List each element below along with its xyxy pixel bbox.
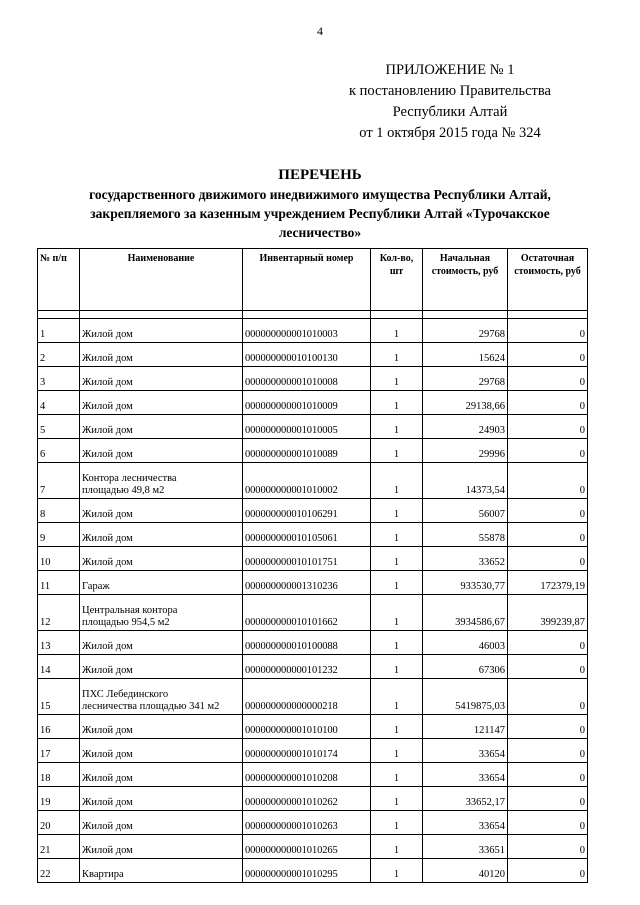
row-name — [80, 463, 243, 499]
table-row — [38, 391, 588, 415]
row-quantity: 1 — [371, 787, 423, 811]
row-residual-cost: 0 — [508, 367, 588, 391]
row-residual-cost: 0 — [508, 835, 588, 859]
row-residual-cost: 0 — [508, 415, 588, 439]
table-row — [38, 787, 588, 811]
row-name: Жилой дом — [80, 391, 243, 415]
row-quantity: 1 — [371, 547, 423, 571]
row-name-line: площадью 954,5 м2 — [82, 617, 170, 628]
row-residual-cost: 0 — [508, 715, 588, 739]
table-row — [38, 319, 588, 343]
table-row — [38, 631, 588, 655]
appendix-block — [340, 60, 560, 144]
row-quantity: 1 — [371, 859, 423, 883]
row-name — [80, 595, 243, 631]
row-name-line: лесничества площадью 341 м2 — [82, 701, 220, 712]
table-row — [38, 499, 588, 523]
row-quantity: 1 — [371, 343, 423, 367]
row-quantity: 1 — [371, 739, 423, 763]
row-name-line: Контора лесничества — [82, 473, 177, 484]
row-inventory-number: 000000000010101662 — [243, 595, 371, 631]
row-number: 6 — [38, 439, 80, 463]
row-initial-cost: 55878 — [423, 523, 508, 547]
table-row — [38, 811, 588, 835]
row-initial-cost: 29768 — [423, 367, 508, 391]
row-residual-cost: 0 — [508, 739, 588, 763]
row-initial-cost: 33652 — [423, 547, 508, 571]
row-name: Жилой дом — [80, 547, 243, 571]
table-row — [38, 679, 588, 715]
row-residual-cost: 0 — [508, 679, 588, 715]
property-table — [37, 248, 588, 883]
table-row — [38, 739, 588, 763]
row-quantity: 1 — [371, 439, 423, 463]
row-quantity: 1 — [371, 571, 423, 595]
header-initial-cost: Начальная стоимость, руб — [423, 249, 508, 311]
row-inventory-number: 000000000001310236 — [243, 571, 371, 595]
row-name: Жилой дом — [80, 367, 243, 391]
row-initial-cost: 933530,77 — [423, 571, 508, 595]
row-quantity: 1 — [371, 463, 423, 499]
row-residual-cost: 0 — [508, 523, 588, 547]
row-initial-cost: 15624 — [423, 343, 508, 367]
row-number: 20 — [38, 811, 80, 835]
header-name: Наименование — [80, 249, 243, 311]
row-quantity: 1 — [371, 367, 423, 391]
row-number: 16 — [38, 715, 80, 739]
row-inventory-number: 000000000010100130 — [243, 343, 371, 367]
row-quantity: 1 — [371, 715, 423, 739]
row-inventory-number: 000000000010100088 — [243, 631, 371, 655]
row-number: 22 — [38, 859, 80, 883]
row-number: 5 — [38, 415, 80, 439]
row-inventory-number: 000000000001010003 — [243, 319, 371, 343]
row-inventory-number: 000000000001010208 — [243, 763, 371, 787]
header-number: № п/п — [38, 249, 80, 311]
appendix-line: к постановлению Правительства — [349, 83, 551, 99]
row-initial-cost: 29138,66 — [423, 391, 508, 415]
row-name-line: Центральная контора — [82, 605, 178, 616]
table-row — [38, 655, 588, 679]
document-subtitle: государственного движимого инедвижимого имущества Республики Алтай, — [89, 187, 551, 202]
row-name-line: ПХС Лебединского — [82, 689, 169, 700]
row-number: 21 — [38, 835, 80, 859]
appendix-date: от 1 октября 2015 года № 324 — [359, 125, 541, 141]
row-number: 4 — [38, 391, 80, 415]
row-inventory-number: 000000000001010100 — [243, 715, 371, 739]
row-number: 15 — [38, 679, 80, 715]
row-quantity: 1 — [371, 679, 423, 715]
row-residual-cost: 0 — [508, 319, 588, 343]
row-initial-cost: 67306 — [423, 655, 508, 679]
document-subtitle: закрепляемого за казенным учреждением Республики Алтай «Турочакское — [90, 206, 550, 221]
header-quantity: Кол-во, шт — [371, 249, 423, 311]
row-residual-cost: 0 — [508, 391, 588, 415]
row-inventory-number: 000000000000000218 — [243, 679, 371, 715]
row-name: Жилой дом — [80, 631, 243, 655]
table-row — [38, 859, 588, 883]
table-row — [38, 463, 588, 499]
row-name-line: площадью 49,8 м2 — [82, 485, 165, 496]
row-residual-cost: 0 — [508, 547, 588, 571]
row-name: Жилой дом — [80, 343, 243, 367]
row-number: 19 — [38, 787, 80, 811]
table-row — [38, 763, 588, 787]
row-initial-cost: 46003 — [423, 631, 508, 655]
row-inventory-number: 000000000010106291 — [243, 499, 371, 523]
row-name: Жилой дом — [80, 835, 243, 859]
row-name: Жилой дом — [80, 655, 243, 679]
row-name: Жилой дом — [80, 715, 243, 739]
row-initial-cost: 33654 — [423, 763, 508, 787]
table-row — [38, 415, 588, 439]
row-residual-cost: 0 — [508, 343, 588, 367]
row-residual-cost: 0 — [508, 463, 588, 499]
row-initial-cost: 121147 — [423, 715, 508, 739]
row-quantity: 1 — [371, 835, 423, 859]
appendix-line: Республики Алтай — [392, 104, 508, 120]
table-row — [38, 367, 588, 391]
document-heading — [40, 165, 600, 242]
table-spacer-row — [38, 311, 588, 319]
row-residual-cost: 0 — [508, 859, 588, 883]
row-residual-cost: 0 — [508, 763, 588, 787]
row-name — [80, 679, 243, 715]
row-initial-cost: 33652,17 — [423, 787, 508, 811]
row-quantity: 1 — [371, 655, 423, 679]
row-inventory-number: 000000000001010009 — [243, 391, 371, 415]
table-row — [38, 547, 588, 571]
row-inventory-number: 000000000001010002 — [243, 463, 371, 499]
table-row — [38, 835, 588, 859]
row-number: 2 — [38, 343, 80, 367]
table-row — [38, 571, 588, 595]
header-inventory-number: Инвентарный номер — [243, 249, 371, 311]
row-initial-cost: 33654 — [423, 811, 508, 835]
row-inventory-number: 000000000010105061 — [243, 523, 371, 547]
row-number: 9 — [38, 523, 80, 547]
row-quantity: 1 — [371, 391, 423, 415]
row-initial-cost: 14373,54 — [423, 463, 508, 499]
row-number: 18 — [38, 763, 80, 787]
table-row — [38, 343, 588, 367]
row-initial-cost: 33651 — [423, 835, 508, 859]
row-number: 1 — [38, 319, 80, 343]
row-quantity: 1 — [371, 763, 423, 787]
row-number: 10 — [38, 547, 80, 571]
row-number: 8 — [38, 499, 80, 523]
row-name: Жилой дом — [80, 523, 243, 547]
row-number: 3 — [38, 367, 80, 391]
row-initial-cost: 29996 — [423, 439, 508, 463]
document-subtitle: лесничество» — [278, 225, 362, 240]
row-residual-cost: 0 — [508, 631, 588, 655]
row-name: Жилой дом — [80, 739, 243, 763]
row-initial-cost: 56007 — [423, 499, 508, 523]
table-row — [38, 595, 588, 631]
row-inventory-number: 000000000001010005 — [243, 415, 371, 439]
row-residual-cost: 399239,87 — [508, 595, 588, 631]
row-inventory-number: 000000000001010265 — [243, 835, 371, 859]
page-number: 4 — [317, 24, 323, 38]
row-initial-cost: 5419875,03 — [423, 679, 508, 715]
row-initial-cost: 29768 — [423, 319, 508, 343]
table-header-row — [38, 249, 588, 311]
row-residual-cost: 0 — [508, 787, 588, 811]
row-inventory-number: 000000000001010089 — [243, 439, 371, 463]
row-initial-cost: 40120 — [423, 859, 508, 883]
row-quantity: 1 — [371, 415, 423, 439]
table-row — [38, 523, 588, 547]
row-quantity: 1 — [371, 319, 423, 343]
table-row — [38, 715, 588, 739]
row-name: Жилой дом — [80, 415, 243, 439]
row-initial-cost: 24903 — [423, 415, 508, 439]
row-inventory-number: 000000000000101232 — [243, 655, 371, 679]
row-number: 14 — [38, 655, 80, 679]
row-inventory-number: 000000000001010262 — [243, 787, 371, 811]
row-quantity: 1 — [371, 499, 423, 523]
appendix-title: ПРИЛОЖЕНИЕ № 1 — [385, 62, 515, 78]
row-name: Квартира — [80, 859, 243, 883]
header-residual-cost: Остаточная стоимость, руб — [508, 249, 588, 311]
row-number: 7 — [38, 463, 80, 499]
row-quantity: 1 — [371, 595, 423, 631]
row-residual-cost: 0 — [508, 811, 588, 835]
row-number: 17 — [38, 739, 80, 763]
row-initial-cost: 3934586,67 — [423, 595, 508, 631]
row-name: Жилой дом — [80, 319, 243, 343]
row-number: 12 — [38, 595, 80, 631]
row-inventory-number: 000000000001010263 — [243, 811, 371, 835]
row-inventory-number: 000000000010101751 — [243, 547, 371, 571]
row-name: Гараж — [80, 571, 243, 595]
document-title: ПЕРЕЧЕНЬ — [278, 167, 362, 183]
row-number: 13 — [38, 631, 80, 655]
row-number: 11 — [38, 571, 80, 595]
row-residual-cost: 0 — [508, 655, 588, 679]
row-quantity: 1 — [371, 811, 423, 835]
row-residual-cost: 0 — [508, 439, 588, 463]
row-quantity: 1 — [371, 523, 423, 547]
row-name: Жилой дом — [80, 787, 243, 811]
table-row — [38, 439, 588, 463]
row-name: Жилой дом — [80, 763, 243, 787]
row-inventory-number: 000000000001010174 — [243, 739, 371, 763]
row-name: Жилой дом — [80, 811, 243, 835]
row-residual-cost: 0 — [508, 499, 588, 523]
row-name: Жилой дом — [80, 499, 243, 523]
row-residual-cost: 172379,19 — [508, 571, 588, 595]
row-initial-cost: 33654 — [423, 739, 508, 763]
row-inventory-number: 000000000001010295 — [243, 859, 371, 883]
row-quantity: 1 — [371, 631, 423, 655]
row-inventory-number: 000000000001010008 — [243, 367, 371, 391]
row-name: Жилой дом — [80, 439, 243, 463]
